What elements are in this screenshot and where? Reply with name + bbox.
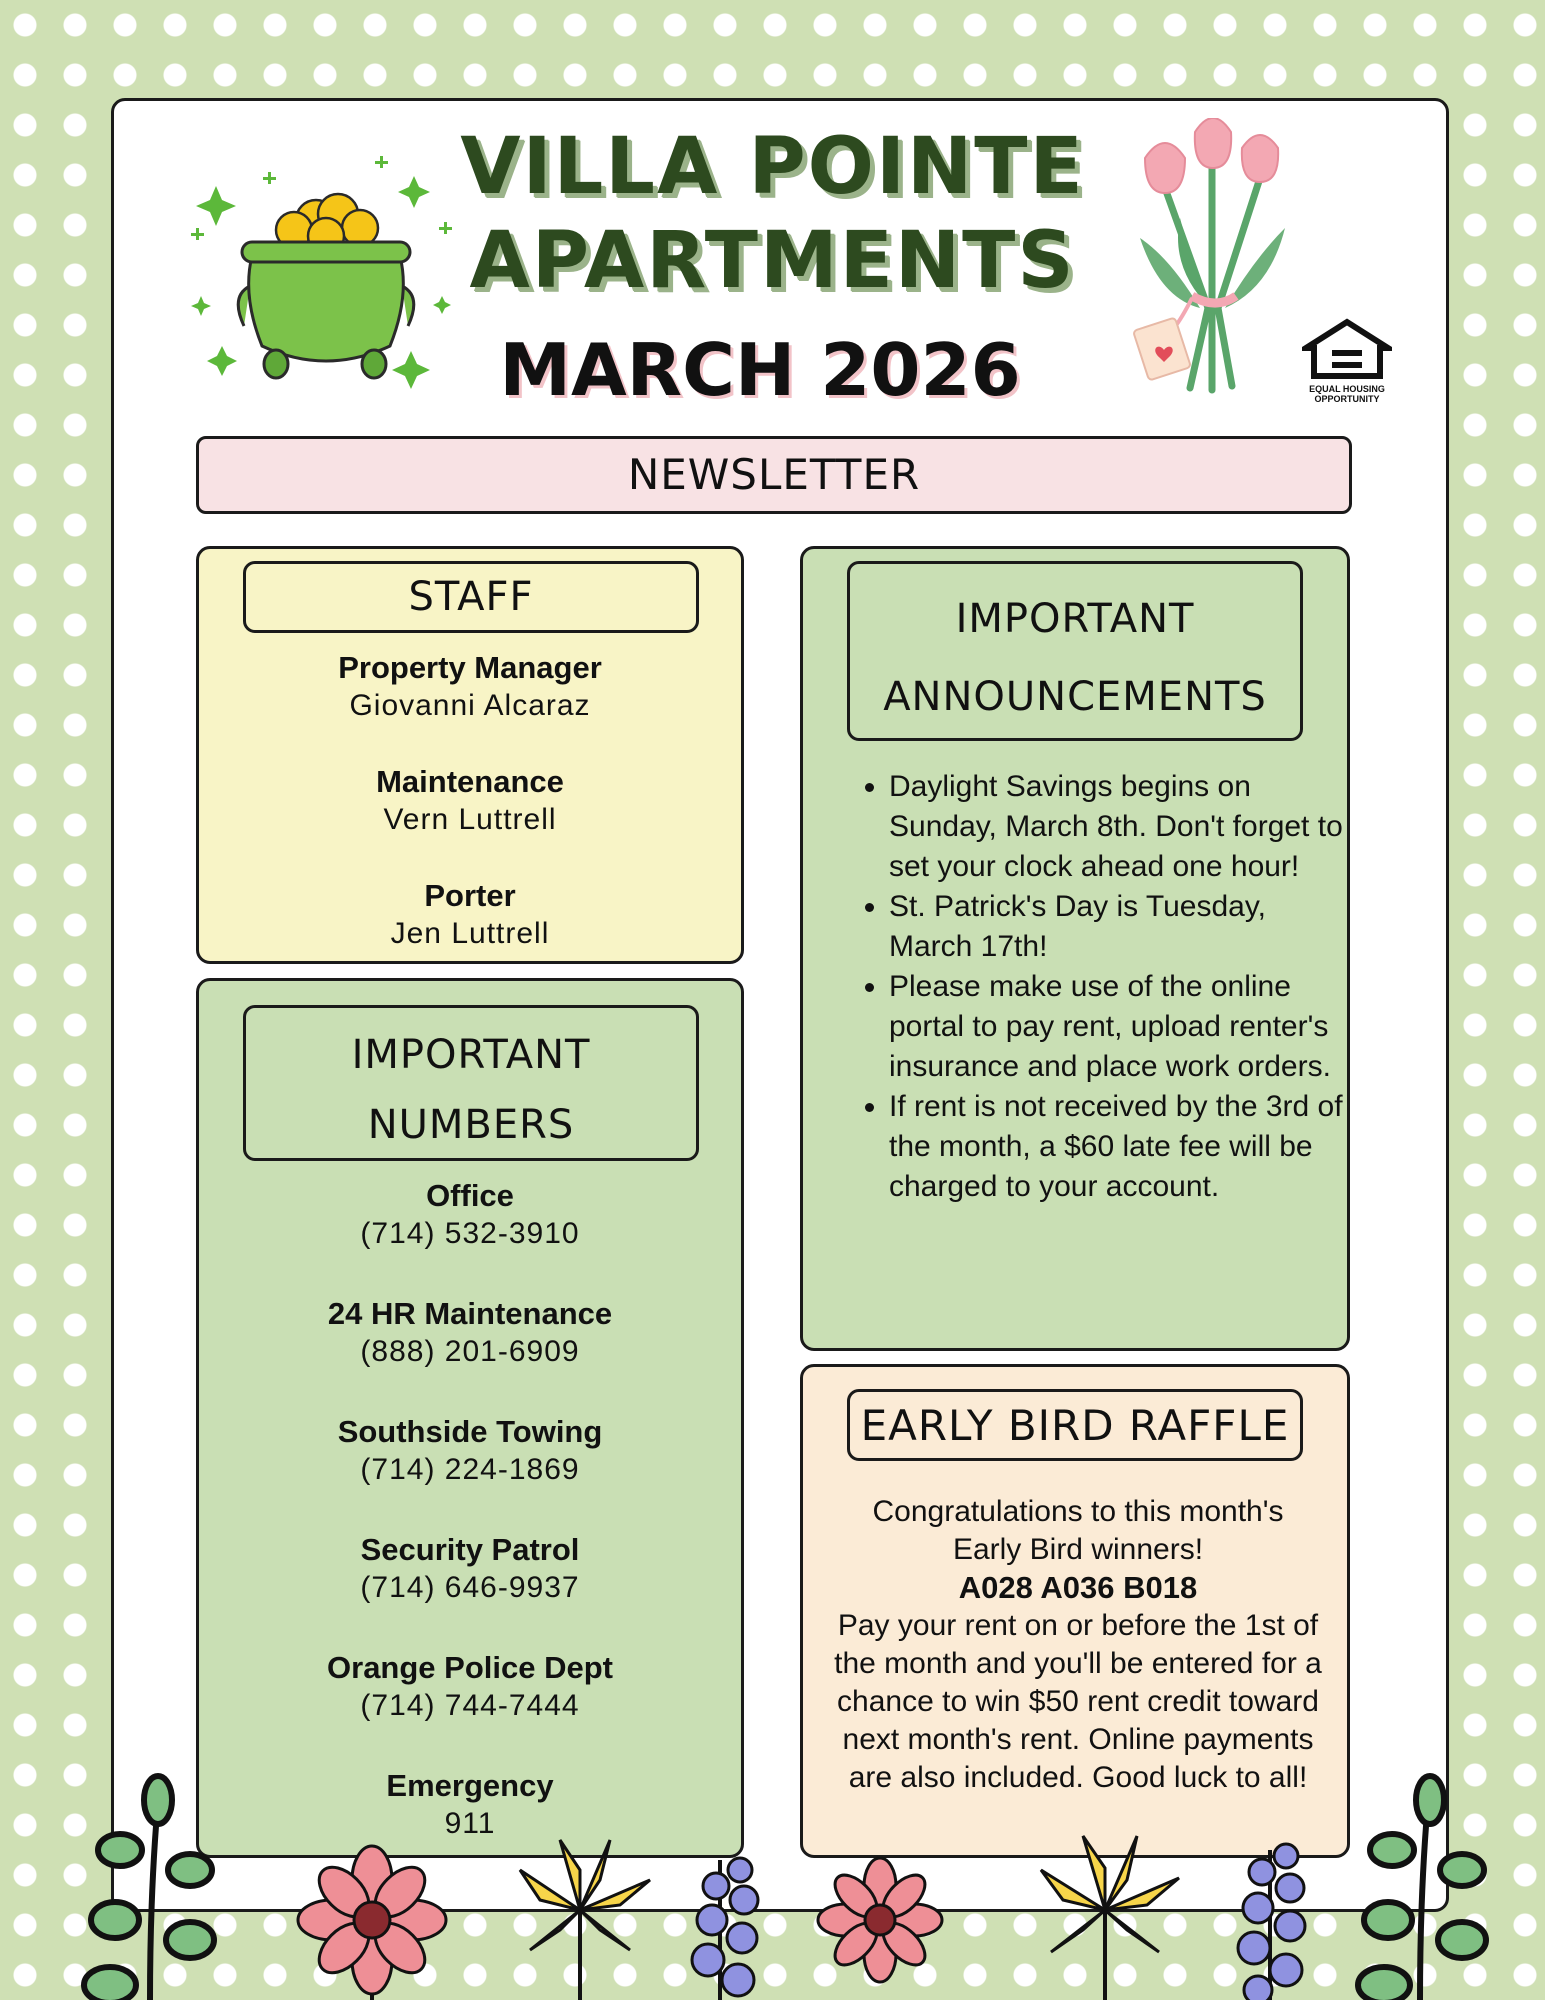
floral-border-decoration	[0, 1760, 1545, 2000]
number-entry-security	[199, 1531, 741, 1607]
flower-icon	[520, 1840, 650, 2000]
number-entry-office	[199, 1177, 741, 1253]
raffle-details: Pay your rent on or before the 1st of the month and you'll be entered for a chance to win $50 rent credit toward next month's rent. Online payments are also included. Good luck to all!	[834, 1609, 1322, 1794]
list-item: • Please make use of the online portal to pay rent, upload renter's insurance and place work orders.	[889, 967, 1349, 1087]
staff-entry-property-manager	[199, 649, 741, 725]
staff-name: Giovanni Alcaraz	[349, 689, 591, 722]
raffle-heading: EARLY BIRD RAFFLE	[847, 1389, 1303, 1461]
number-label: 24 HR Maintenance	[327, 1296, 613, 1331]
phone-number: (714) 744-7444	[360, 1689, 580, 1722]
announcements-panel	[800, 546, 1350, 1351]
berry-icon	[1238, 1844, 1305, 2000]
raffle-intro-line-1: Congratulations to this month's	[872, 1495, 1284, 1528]
staff-role: Porter	[424, 878, 516, 913]
phone-number: (714) 646-9937	[360, 1571, 580, 1604]
list-item: • Daylight Savings begins on Sunday, March 8th. Don't forget to set your clock ahead one hour!	[889, 767, 1349, 887]
announcements-heading-line-1: IMPORTANT	[955, 596, 1195, 642]
announcements-heading-line-2: ANNOUNCEMENTS	[883, 674, 1267, 720]
number-entry-maintenance	[199, 1295, 741, 1371]
staff-entry-porter	[199, 877, 741, 953]
flower-icon	[818, 1858, 942, 1982]
list-item: • St. Patrick's Day is Tuesday, March 17th!	[889, 887, 1349, 967]
staff-role: Maintenance	[376, 764, 564, 799]
number-entry-police	[199, 1649, 741, 1725]
phone-number: (888) 201-6909	[360, 1335, 580, 1368]
staff-list	[199, 649, 741, 991]
staff-name: Jen Luttrell	[390, 917, 550, 950]
number-label: Emergency	[386, 1768, 554, 1803]
phone-number: (714) 224-1869	[360, 1453, 580, 1486]
leaf-vine-icon	[1358, 1776, 1486, 2000]
equal-housing-logo	[1302, 318, 1392, 404]
phone-number: (714) 532-3910	[360, 1217, 580, 1250]
staff-entry-maintenance	[199, 763, 741, 839]
leaf-vine-icon	[84, 1776, 214, 2000]
page-title	[400, 120, 1145, 308]
numbers-heading-line-1: IMPORTANT	[351, 1032, 591, 1078]
title-line-2: APARTMENTS	[469, 216, 1076, 306]
equal-housing-icon	[1302, 318, 1392, 380]
number-entry-towing	[199, 1413, 741, 1489]
number-label: Orange Police Dept	[327, 1650, 613, 1685]
newsletter-banner: NEWSLETTER	[196, 436, 1352, 514]
tulip-bouquet-icon	[1120, 118, 1300, 398]
numbers-heading-line-2: NUMBERS	[367, 1102, 575, 1148]
staff-role: Property Manager	[338, 650, 602, 685]
number-label: Security Patrol	[360, 1532, 580, 1567]
berry-icon	[692, 1858, 758, 2000]
staff-panel	[196, 546, 744, 964]
raffle-body	[823, 1493, 1333, 1797]
announcements-list	[859, 767, 1349, 1207]
number-label: Office	[426, 1178, 514, 1213]
numbers-heading	[243, 1005, 699, 1161]
staff-name: Vern Luttrell	[383, 803, 557, 836]
raffle-winners: A028 A036 B018	[958, 1570, 1198, 1605]
eho-label-line-1: EQUAL HOUSING	[1309, 384, 1385, 394]
important-numbers-panel	[196, 978, 744, 1858]
flower-icon	[1041, 1836, 1179, 2000]
announcements-heading	[847, 561, 1303, 741]
flower-icon	[298, 1846, 446, 2000]
title-line-1: VILLA POINTE	[460, 122, 1085, 212]
raffle-intro-line-2: Early Bird winners!	[952, 1533, 1204, 1566]
list-item: • If rent is not received by the 3rd of the month, a $60 late fee will be charged to your account.	[889, 1087, 1349, 1207]
number-label: Southside Towing	[337, 1414, 603, 1449]
phone-number: 911	[444, 1807, 496, 1840]
eho-label-line-2: OPPORTUNITY	[1314, 394, 1380, 404]
staff-heading: STAFF	[243, 561, 699, 633]
issue-date: MARCH 2026	[499, 328, 1021, 412]
